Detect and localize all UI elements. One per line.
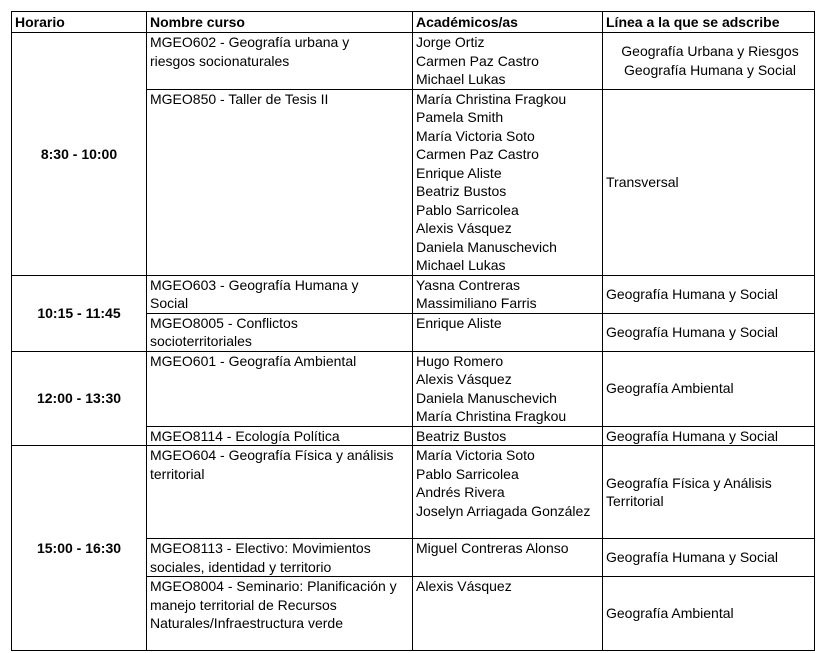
academics-cell-line: María Christina Fragkou [416,408,567,424]
schedule-table [11,11,815,651]
course-cell-line: MGEO8005 - Conflictos [150,314,298,331]
line-cell-line: Geografía Ambiental [606,605,734,622]
academics-cell-line: María Christina Fragkou [416,90,567,107]
course-cell [147,446,413,539]
line-cell [603,89,815,275]
course-cell [147,577,413,651]
line-cell-line: Geografía Física y Análisis [606,474,772,491]
course-cell-line: MGEO602 - Geografía urbana y [150,34,350,50]
line-cell [603,539,815,577]
line-cell-line: Geografía Humana y Social [606,427,778,444]
course-cell-line: socioterritoriales [150,333,252,349]
academics-cell [413,426,603,446]
academics-cell-line: Alexis Vásquez [416,578,512,594]
academics-cell [413,89,603,275]
academics-cell-line: Beatriz Bustos [416,183,507,199]
line-cell-line: Transversal [606,173,679,190]
course-cell [147,539,413,577]
course-cell [147,89,413,275]
course-cell-line: MGEO8004 - Seminario: Planificación y [150,578,397,594]
line-cell [603,313,815,351]
course-cell [147,33,413,90]
header-academicos: Académicos/as [413,12,603,33]
header-nombre-curso: Nombre curso [147,12,413,33]
academics-cell-line: Miguel Contreras Alonso [416,540,569,556]
header-horario: Horario [12,12,147,33]
academics-cell-line: Carmen Paz Castro [416,146,539,162]
line-cell-line: Geografía Humana y Social [606,323,778,340]
time-slot-cell: 12:00 - 13:30 [12,351,147,446]
course-cell-line: MGEO604 - Geografía Física y análisis [150,447,394,463]
line-cell-line: Geografía Urbana y Riesgos [621,43,799,60]
academics-cell-line: Hugo Romero [416,352,504,369]
course-cell-line: MGEO850 - Taller de Tesis II [150,90,329,107]
course-cell-line: riesgos socionaturales [150,52,290,69]
academics-cell-line: Massimiliano Farris [416,295,537,311]
course-cell-line: manejo territorial de Recursos [150,596,337,613]
course-cell-line: sociales, identidad y territorio [150,558,332,575]
course-cell-line: MGEO603 - Geografía Humana y [150,276,359,293]
academics-cell-line: Pablo Sarricolea [416,465,519,482]
academics-cell-line: Daniela Manuschevich [416,389,557,406]
table-row [12,351,815,426]
academics-cell-line: Pamela Smith [416,109,504,125]
header-row [12,12,815,33]
academics-cell-line: Michael Lukas [416,71,506,87]
academics-cell-line: Carmen Paz Castro [416,52,539,69]
time-slot-cell: 8:30 - 10:00 [12,33,147,276]
academics-cell-line: Enrique Aliste [416,314,502,331]
line-cell-line: Territorial [606,493,664,509]
academics-cell-line: Enrique Aliste [416,164,502,181]
line-cell [603,426,815,446]
academics-cell [413,446,603,539]
line-cell-line: Geografía Ambiental [606,380,734,397]
academics-cell-line: Yasna Contreras [416,276,521,293]
line-cell-line: Geografía Humana y Social [624,61,796,78]
academics-cell-line: Alexis Vásquez [416,371,512,387]
academics-cell [413,539,603,577]
line-cell [603,577,815,651]
academics-cell [413,351,603,426]
academics-cell-line: Pablo Sarricolea [416,201,519,218]
academics-cell [413,313,603,351]
academics-cell-line: Joselyn Arriagada González [416,502,591,519]
course-cell-line: territorial [150,465,205,482]
course-cell-line: MGEO8114 - Ecología Política [150,427,340,444]
course-cell [147,426,413,446]
academics-cell-line: Daniela Manuschevich [416,238,557,255]
table-row [12,33,815,90]
academics-cell [413,577,603,651]
line-cell [603,351,815,426]
line-cell-line: Geografía Humana y Social [606,549,778,566]
course-cell [147,313,413,351]
academics-cell-line: Michael Lukas [416,257,506,273]
academics-cell-line: Andrés Rivera [416,484,505,500]
academics-cell [413,33,603,90]
line-cell [603,33,815,90]
course-cell [147,275,413,313]
time-slot-cell: 10:15 - 11:45 [12,275,147,351]
table-row [12,275,815,313]
line-cell [603,275,815,313]
course-cell-line: MGEO601 - Geografía Ambiental [150,352,357,369]
time-slot-cell: 15:00 - 16:30 [12,446,147,651]
academics-cell-line: María Victoria Soto [416,127,535,144]
line-cell-line: Geografía Humana y Social [606,285,778,302]
header-linea: Línea a la que se adscribe [603,12,815,33]
academics-cell-line: Jorge Ortiz [416,34,485,50]
academics-cell [413,275,603,313]
course-cell [147,351,413,426]
academics-cell-line: María Victoria Soto [416,447,535,463]
course-cell-line: Naturales/Infraestructura verde [150,615,343,631]
academics-cell-line: Beatriz Bustos [416,427,507,444]
course-cell-line: Social [150,295,189,311]
course-cell-line: MGEO8113 - Electivo: Movimientos [150,540,371,556]
schedule-body [12,33,815,651]
table-row [12,446,815,539]
academics-cell-line: Alexis Vásquez [416,220,512,236]
line-cell [603,446,815,539]
